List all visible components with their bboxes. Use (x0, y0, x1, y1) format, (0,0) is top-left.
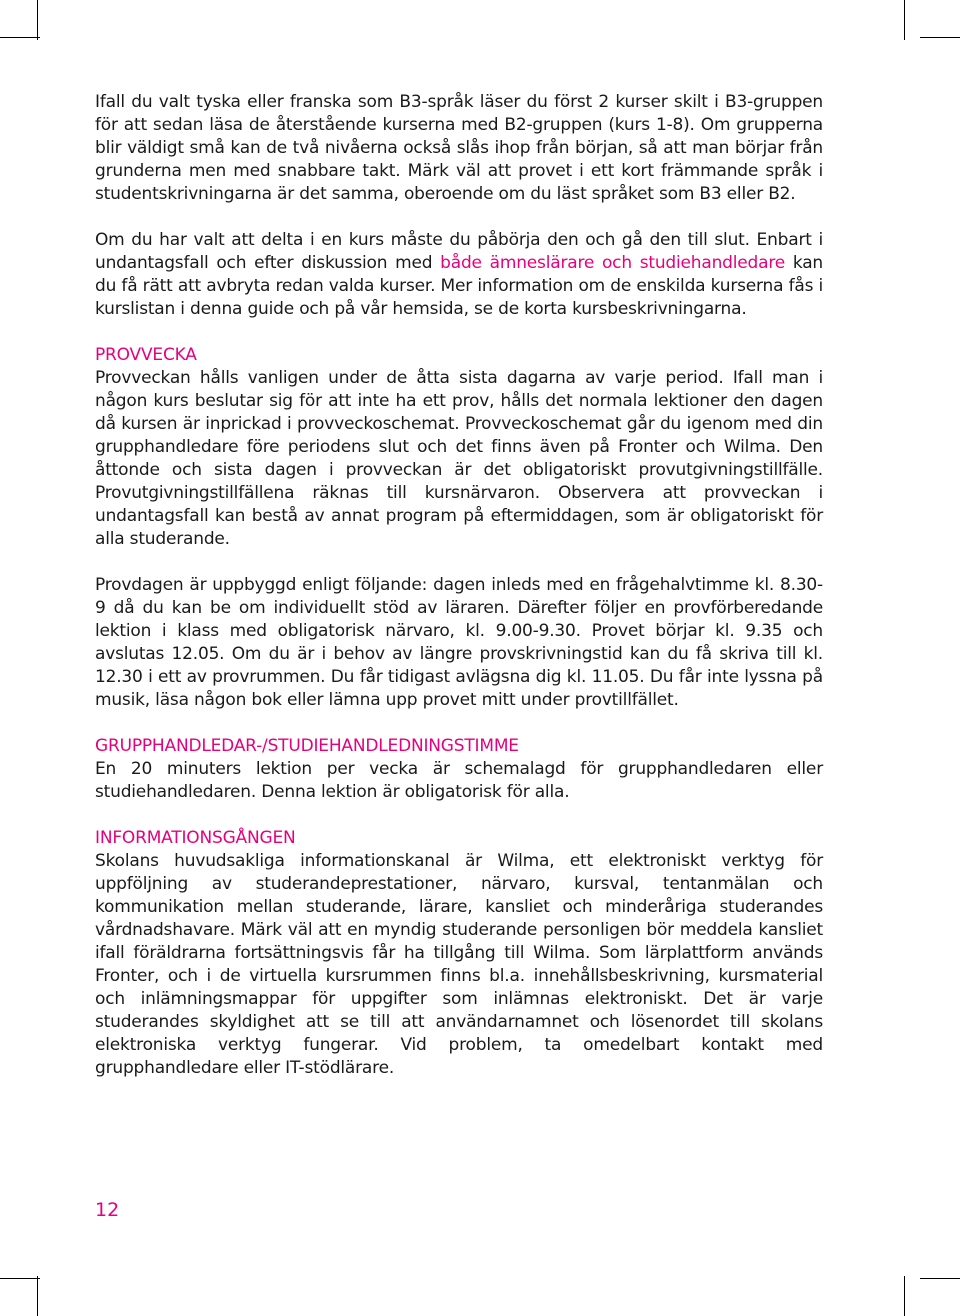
page-content (95, 91, 823, 1080)
crop-mark-right-bottom (920, 1278, 960, 1279)
paragraph-course-commitment (95, 229, 823, 321)
crop-mark-right-top (920, 37, 960, 38)
page-number: 12 (95, 1199, 120, 1221)
paragraph-informationsgangen: Skolans huvudsakliga informationskanal är Wilma, ett elektroniskt verktyg för uppföljning av studerandeprestationer, närvaro, kursval, tentanmälan och kommunikation mellan studerande, lärare, kansliet och minderåriga studerandes vårdnadshavare. Märk väl att en myndig studerande personligen bör meddela kansliet ifall föräldrarna fortsättningsvis får ha tillgång till Wilma. Som lärplattform används Fronter, och i de virtuella kursrummen finns bl.a. innehållsbeskrivning, kursmaterial och inlämningsmappar för uppgifter som inlämnas elektroniskt. Det är varje studerandes skyldighet att se till att användarnamnet och lösenordet till skolans elektroniska verktyg fungerar. Vid problem, ta omedelbart kontakt med grupphandledare eller IT-stödlärare. (95, 851, 823, 1078)
course-commitment-text-end: kan du få rätt att avbryta redan valda kurser. Mer information om de enskilda kurserna fås i kurslistan i denna guide och på vår hemsida, se de korta kursbeskrivningarna. (95, 253, 824, 319)
paragraph-grupphandledar: En 20 minuters lektion per vecka är schemalagd för grupphandledaren eller studiehandledaren. Denna lektion är obligatorisk för alla. (95, 759, 823, 802)
heading-provvecka: PROVVECKA (95, 345, 197, 365)
course-commitment-text-start: Om du har valt att delta i en kurs måste du påbörja den och gå den till slut. Enbart i undantagsfall och efter diskussion med (95, 230, 823, 273)
crop-mark-left-top (0, 37, 40, 38)
crop-mark-top-left (37, 0, 38, 40)
crop-mark-bottom-left (37, 1276, 38, 1316)
paragraph-provdagen: Provdagen är uppbyggd enligt följande: dagen inleds med en frågehalvtimme kl. 8.30-9 då du kan be om individuellt stöd av läraren. Därefter följer en provförberedande lektion i klass med obligatorisk närvaro, kl. 9.00-9.30. Provet börjar kl. 9.35 och avslutas 12.05. Om du är i behov av längre provskrivningstid kan du få skriva till kl. 12.30 i ett av provrummen. Du får tidigast avlägsna dig kl. 11.05. Du får inte lyssna på musik, läsa någon bok eller lämna upp provet mitt under provtillfället. (95, 575, 823, 710)
highlighted-teachers-text: både ämneslärare och studiehandledare (440, 253, 786, 273)
crop-mark-top-right (904, 0, 905, 40)
heading-informationsgangen: INFORMATIONSGÅNGEN (95, 828, 296, 848)
heading-grupphandledar: GRUPPHANDLEDAR-/STUDIEHANDLEDNINGSTIMME (95, 736, 519, 756)
crop-mark-bottom-right (904, 1276, 905, 1316)
paragraph-provvecka: Provveckan hålls vanligen under de åtta sista dagarna av varje period. Ifall man i någon kurs beslutar sig för att inte ha ett prov, hålls det normala lektioner den dagen då kursen är inprickad i provveckoschemat. Provveckoschemat går du igenom med din grupphandledare före periodens slut och det finns även på Fronter och Wilma. Den åttonde och sista dagen i provveckan är det obligatoriskt provutgivningstillfälle. Provutgivningstillfällena räknas till kursnärvaron. Observera att provveckan i undantagsfall kan bestå av annat program på eftermiddagen, som är obligatoriskt för alla studerande. (95, 368, 823, 549)
paragraph-language-groups: Ifall du valt tyska eller franska som B3-språk läser du först 2 kurser skilt i B3-gruppen för att sedan läsa de återstående kurserna med B2-gruppen (kurs 1-8). Om grupperna blir väldigt små kan de två nivåerna också slås ihop från början, så att man börjar från grunderna men med snabbare takt. Märk väl att provet i ett kort främmande språk i studentskrivningarna är det samma, oberoende om du läst språket som B3 eller B2. (95, 92, 823, 204)
crop-mark-left-bottom (0, 1278, 40, 1279)
